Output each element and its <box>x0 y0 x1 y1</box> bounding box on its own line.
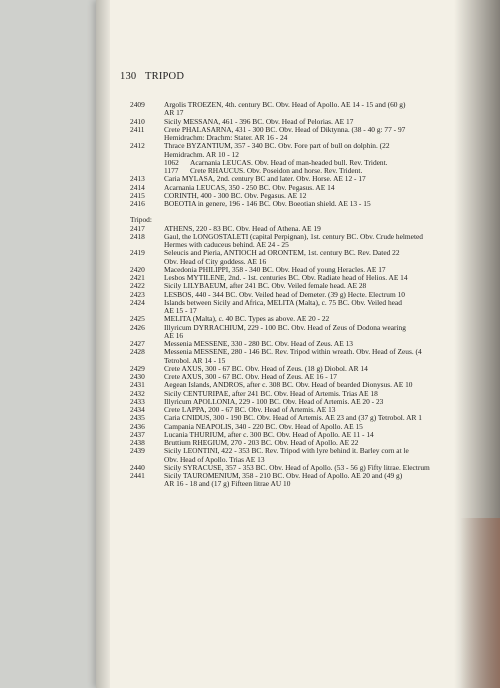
catalogue-entry-line <box>130 307 500 315</box>
entry-text: ATHENS, 220 - 83 BC. Obv. Head of Athena. AE 19 <box>164 224 321 233</box>
catalogue-entry-line <box>130 324 500 332</box>
catalogue-entry-line <box>130 381 500 389</box>
entry-number: 2414 <box>130 182 145 192</box>
catalogue-entry-line <box>130 431 500 439</box>
entry-number: 2421 <box>130 273 145 282</box>
entry-number: 2430 <box>130 372 145 381</box>
entry-text: Obv. Head of Apollo. Trias AE 13 <box>164 455 265 464</box>
entry-number: 2433 <box>130 396 145 406</box>
catalogue-entry-line <box>130 249 500 257</box>
entry-text: Bruttium RHEGIUM, 270 - 203 BC. Obv. Head of Apollo. AE 22 <box>164 439 359 447</box>
catalogue-entry-line <box>130 456 500 464</box>
entry-text: Lesbos MYTILENE, 2nd. - 1st. centuries BC. Obv. Radiate head of Helios. AE 14 <box>164 274 408 282</box>
book-page <box>96 0 500 688</box>
entry-number: 2411 <box>130 124 145 134</box>
entry-text: Obv. Head of City goddess. AE 16 <box>164 257 267 266</box>
catalogue-entry-line <box>130 118 500 126</box>
catalogue-entry-line <box>130 175 500 183</box>
entry-text: AR 16 - 18 and (17 g) Fifteen litrae AU 10 <box>164 480 291 489</box>
entry-text: Caria MYLASA, 2nd. century BC and later. Obv. Horse. AE 12 - 17 <box>164 175 366 184</box>
catalogue-entry-line <box>130 480 500 488</box>
entry-number: 2440 <box>130 462 145 472</box>
entry-number: 2437 <box>130 429 145 439</box>
catalogue-entry-line <box>130 274 500 282</box>
entry-number: 2432 <box>130 388 145 398</box>
entry-text: Sicily LEONTINI, 422 - 353 BC. Rev. Tripod with lyre behind it. Barley corn at le <box>164 447 409 456</box>
entry-text: CORINTH, 400 - 300 BC. Obv. Pegasus. AE 12 <box>164 191 307 200</box>
entry-group-tripod <box>130 225 500 489</box>
entry-text: Messenia MESSENE, 330 - 280 BC. Obv. Head of Zeus. AE 13 <box>164 340 353 348</box>
entry-number: 2436 <box>130 421 145 431</box>
entry-number: 2429 <box>130 363 145 373</box>
catalogue-entry-line <box>130 423 500 431</box>
entry-text: Caria CNIDUS, 300 - 190 BC. Obv. Head of Artemis. AE 23 and (37 g) Tetrobol. AR 1 <box>164 414 422 423</box>
catalogue-entry-line <box>130 291 500 299</box>
entry-number: 2417 <box>130 223 145 233</box>
entry-number <box>130 151 164 159</box>
entry-text: Illyricum APOLLONIA, 229 - 100 BC. Obv. Head of Artemis. AE 20 - 23 <box>164 397 384 406</box>
entry-number: 2422 <box>130 281 145 291</box>
cross-reference-line <box>130 167 500 175</box>
cross-reference-number: 1177 <box>164 166 179 175</box>
catalogue-entry-line <box>130 200 500 208</box>
entry-number: 2428 <box>130 347 145 357</box>
cross-reference-group <box>130 159 500 176</box>
entry-number: 2409 <box>130 100 145 109</box>
entry-number: 2424 <box>130 297 145 307</box>
entry-number: 2410 <box>130 116 145 126</box>
section-label: Tripod: <box>130 215 152 225</box>
entry-number: 2427 <box>130 339 145 348</box>
entry-text: Lucania THURIUM, after c. 300 BC. Obv. Head of Apollo. AE 11 - 14 <box>164 430 374 439</box>
entry-number: 2420 <box>130 264 145 274</box>
entry-number <box>130 480 164 488</box>
page-header <box>120 71 184 82</box>
catalogue-entry-line <box>130 299 500 307</box>
cross-reference-text: Crete RHAUCUS. Obv. Poseidon and horse. Rev. Trident. <box>190 166 363 175</box>
book-spine-shadow <box>96 0 110 688</box>
entry-text: Thrace BYZANTIUM, 357 - 340 BC. Obv. Fore part of bull on dolphin. (22 <box>164 142 390 151</box>
entry-text: AE 15 - 17 <box>164 307 197 315</box>
catalogue-entry-line <box>130 109 500 117</box>
catalogue-entry-line <box>130 134 500 142</box>
catalogue-entry-line <box>130 266 500 274</box>
catalogue-entry-line <box>130 282 500 290</box>
entry-text: Hemidrachm. AR 10 - 12 <box>164 150 239 159</box>
entry-text: Sicily TAUROMENIUM, 358 - 210 BC. Obv. Head of Apollo. AE 20 and (49 g) <box>164 472 403 480</box>
catalogue-entry-line <box>130 464 500 472</box>
entry-number: 2431 <box>130 380 145 390</box>
entry-text: Sicily LILYBAEUM, after 241 BC. Obv. Veiled female head. AE 28 <box>164 282 367 291</box>
catalogue-entry-line <box>130 406 500 414</box>
entry-text: Seleucis and Pieria, ANTIOCH ad ORONTEM, 1st. century BC. Rev. Dated 22 <box>164 249 400 258</box>
catalogue-entry-line <box>130 373 500 381</box>
entry-text: Crete PHALASARNA, 431 - 300 BC. Obv. Head of Diktynna. (38 - 40 g: 77 - 97 <box>164 125 406 134</box>
entry-text: Hemidrachm: Drachm: Stater. AR 16 - 24 <box>164 134 288 142</box>
entry-text: Sicily CENTURIPAE, after 241 BC. Obv. Head of Artemis. Trias AE 18 <box>164 389 378 398</box>
cross-reference-number: 1062 <box>164 157 179 167</box>
entry-text: Argolis TROEZEN, 4th. century BC. Obv. Head of Apollo. AE 14 - 15 and (60 g) <box>164 101 406 109</box>
entry-group-b <box>130 175 500 208</box>
entry-text: BOEOTIA in genere, 196 - 146 BC. Obv. Boeotian shield. AE 13 - 15 <box>164 200 371 208</box>
catalogue-entry-line <box>130 315 500 323</box>
entry-text: Campania NEAPOLIS, 340 - 220 BC. Obv. Head of Apollo. AE 15 <box>164 422 363 431</box>
catalogue-entry-line <box>130 258 500 266</box>
entry-text: Islands between Sicily and Africa, MELITA (Malta), c. 75 BC. Obv. Veiled head <box>164 298 402 307</box>
catalogue-entry-line <box>130 192 500 200</box>
catalogue-entry-line <box>130 447 500 455</box>
entry-text: Illyricum DYRRACHIUM, 229 - 100 BC. Obv. Head of Zeus of Dodona wearing <box>164 323 406 332</box>
entry-text: LESBOS, 440 - 344 BC. Obv. Veiled head of Demeter. (39 g) Hecte. Electrum 10 <box>164 290 405 299</box>
holding-fingers <box>460 518 500 688</box>
catalogue-entry-line <box>130 101 500 109</box>
catalogue-entry-line <box>130 126 500 134</box>
catalogue-entry-line <box>130 332 500 340</box>
entry-text: Crete AXUS, 300 - 67 BC. Obv. Head of Zeus. (18 g) Diobol. AR 14 <box>164 364 368 373</box>
entry-text: Sicily SYRACUSE, 357 - 353 BC. Obv. Head of Apollo. (53 - 56 g) Fifty litrae. Electrum <box>164 463 430 472</box>
entry-text: Gaul, the LONGOSTALETI (capital Perpignan), 1st. century BC. Obv. Crude helmeted <box>164 232 423 241</box>
entry-text: Hermes with caduceus behind. AE 24 - 25 <box>164 241 289 249</box>
entry-text: Sicily MESSANA, 461 - 396 BC. Obv. Head of Pelorias. AE 17 <box>164 117 354 126</box>
catalogue-entry-line <box>130 241 500 249</box>
catalogue-entry-line <box>130 365 500 373</box>
cross-reference-text: Acarnania LEUCAS. Obv. Head of man-headed bull. Rev. Trident. <box>190 157 388 167</box>
entry-number: 2439 <box>130 446 145 456</box>
catalogue-entry-line <box>130 357 500 365</box>
entry-text: Crete LAPPA, 200 - 67 BC. Obv. Head of Artemis. AE 13 <box>164 406 336 414</box>
entry-group-a <box>130 101 500 159</box>
entry-text: Tetrobol. AR 14 - 15 <box>164 356 226 365</box>
catalogue-entry-line <box>130 390 500 398</box>
catalogue-entry-line <box>130 414 500 422</box>
entry-number: 2425 <box>130 314 145 324</box>
entry-number: 2423 <box>130 289 145 299</box>
entry-number: 2419 <box>130 248 145 258</box>
catalogue-entry-line <box>130 348 500 356</box>
entry-text: Acarnania LEUCAS, 350 - 250 BC. Obv. Pegasus. AE 14 <box>164 183 335 192</box>
entry-number: 2438 <box>130 438 145 447</box>
entry-text: Messenia MESSENE, 280 - 146 BC. Rev. Tripod within wreath. Obv. Head of Zeus. (4 <box>164 348 422 357</box>
page-title: TRIPOD <box>145 71 185 82</box>
entry-number: 2435 <box>130 413 145 423</box>
entry-text: MELITA (Malta), c. 40 BC. Types as above. AE 20 - 22 <box>164 315 330 324</box>
catalogue-entry-line <box>130 439 500 447</box>
entry-number: 2441 <box>130 471 145 480</box>
entry-number: 2418 <box>130 231 145 241</box>
entry-number: 2412 <box>130 141 145 151</box>
entry-number: 2416 <box>130 199 145 208</box>
entry-number: 2413 <box>130 174 145 184</box>
entry-number: 2434 <box>130 405 145 414</box>
catalogue-entry-line <box>130 225 500 233</box>
entry-text: AE 16 <box>164 331 184 340</box>
catalogue-entry-line <box>130 184 500 192</box>
entry-text: AR 17 <box>164 109 184 118</box>
catalogue-entry-line <box>130 472 500 480</box>
entry-text: Macedonia PHILIPPI, 358 - 340 BC. Obv. Head of young Heracles. AE 17 <box>164 265 386 274</box>
page-number: 130 <box>120 71 137 82</box>
entry-text: Crete AXUS, 300 - 67 BC. Obv. Head of Zeus. AE 16 - 17 <box>164 373 337 381</box>
entry-text: Aegean Islands, ANDROS, after c. 308 BC. Obv. Head of bearded Dionysus. AE 10 <box>164 381 413 390</box>
catalogue-entry-line <box>130 398 500 406</box>
catalogue-list <box>130 101 500 489</box>
catalogue-entry-line <box>130 142 500 150</box>
entry-number: 2415 <box>130 190 145 200</box>
catalogue-entry-line <box>130 340 500 348</box>
entry-number: 2426 <box>130 322 145 332</box>
catalogue-entry-line <box>130 233 500 241</box>
